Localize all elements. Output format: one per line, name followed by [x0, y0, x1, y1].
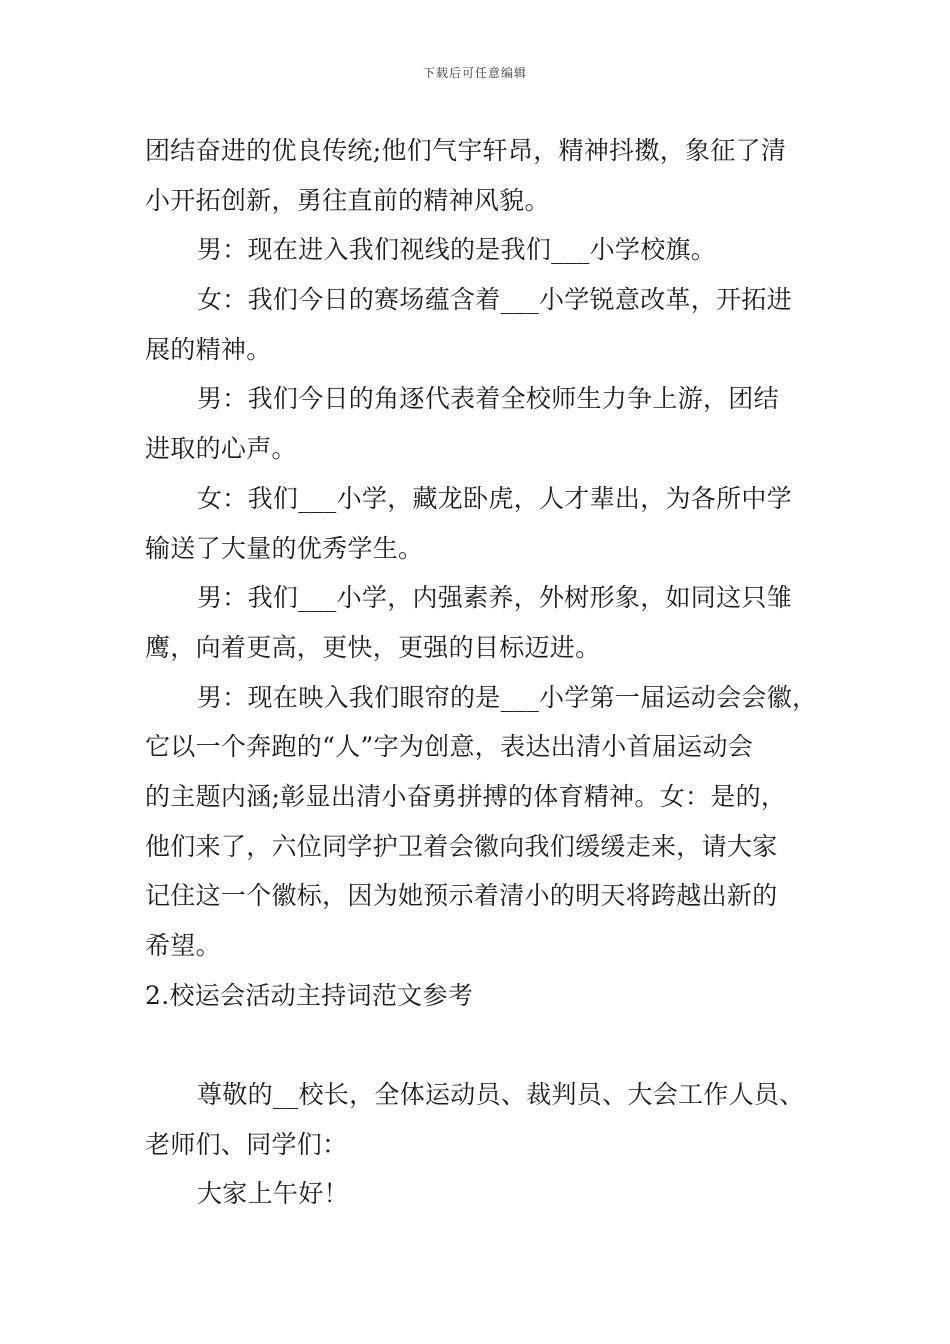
document-body — [145, 126, 835, 1219]
text-line: 它以一个奔跑的“人”字为创意，表达出清小首届运动会 — [145, 732, 754, 762]
text-line: 女：我们今日的赛场蕴含着___小学锐意改革，开拓进 — [197, 285, 793, 315]
text-line: 输送了大量的优秀学生。 — [145, 533, 424, 563]
text-line: 进取的心声。 — [145, 434, 297, 464]
text-line: 小开拓创新，勇往直前的精神风貌。 — [145, 185, 550, 215]
text-line: 男：现在映入我们眼帘的是___小学第一届运动会会徽， — [197, 682, 818, 712]
text-line: 男：我们今日的角逐代表着全校师生力争上游，团结 — [197, 384, 779, 414]
text-line: 大家上午好！ — [197, 1179, 349, 1209]
text-line: 鹰，向着更高，更快，更强的目标迈进。 — [145, 632, 601, 662]
text-line: 记住这一个徽标，因为她预示着清小的明天将跨越出新的 — [145, 881, 778, 911]
blank-line — [145, 1020, 835, 1070]
text-line: 的主题内涵;彰显出清小奋勇拼搏的体育精神。女：是的， — [145, 781, 787, 811]
page-header: 下载后可任意编辑 — [422, 66, 527, 80]
text-line: 老师们、同学们： — [145, 1129, 348, 1159]
text-line: 尊敬的__校长，全体运动员、裁判员、大会工作人员、 — [197, 1080, 805, 1110]
text-line: 他们来了，六位同学护卫着会徽向我们缓缓走来，请大家 — [145, 831, 778, 861]
text-line: 展的精神。 — [145, 334, 272, 364]
text-line: 男：我们___小学，内强素养，外树形象，如同这只雏 — [197, 583, 793, 613]
section-heading: 2.校运会活动主持词范文参考 — [145, 980, 474, 1010]
text-line: 团结奋进的优良传统;他们气宇轩昂，精神抖擞，象征了清 — [145, 136, 787, 165]
text-line: 女：我们___小学，藏龙卧虎，人才辈出，为各所中学 — [197, 483, 793, 513]
text-line: 希望。 — [145, 931, 221, 960]
text-line: 男：现在进入我们视线的是我们___小学校旗。 — [197, 235, 717, 265]
